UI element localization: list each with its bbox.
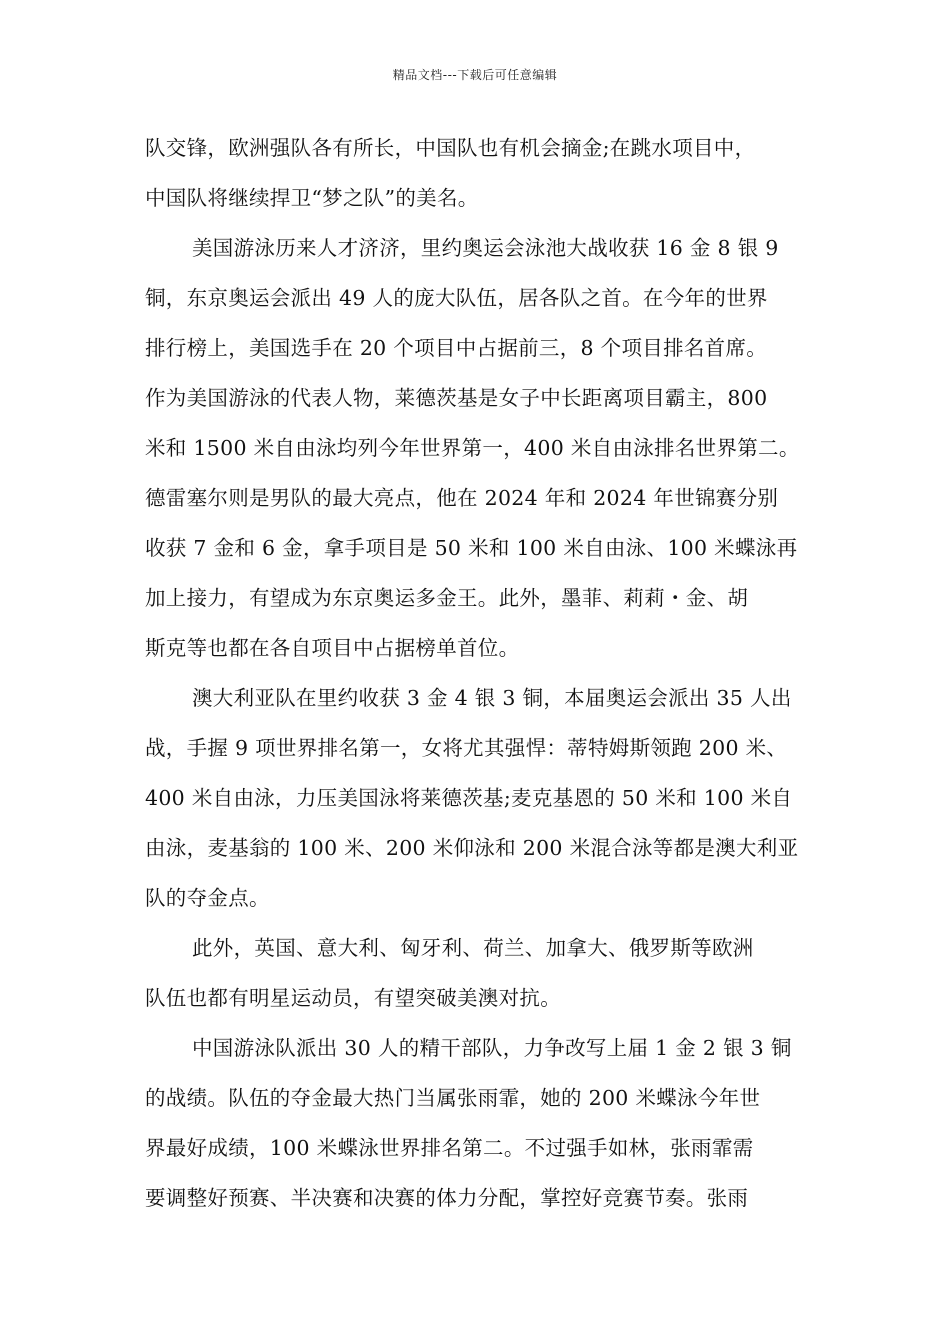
text-line: 德雷塞尔则是男队的最大亮点，他在 2024 年和 2024 年世锦赛分别	[145, 486, 779, 510]
text-line: 要调整好预赛、半决赛和决赛的体力分配，掌控好竞赛节奏。张雨	[145, 1186, 749, 1210]
page-header: 精品文档---下载后可任意编辑	[392, 68, 558, 82]
text-line: 的战绩。队伍的夺金最大热门当属张雨霏，她的 200 米蝶泳今年世	[145, 1086, 761, 1110]
text-line: 收获 7 金和 6 金，拿手项目是 50 米和 100 米自由泳、100 米蝶泳再	[145, 536, 798, 560]
text-line: 美国游泳历来人才济济，里约奥运会泳池大战收获 16 金 8 银 9	[192, 236, 779, 260]
text-line: 斯克等也都在各自项目中占据榜单首位。	[145, 636, 520, 660]
text-line: 澳大利亚队在里约收获 3 金 4 银 3 铜，本届奥运会派出 35 人出	[192, 686, 792, 710]
text-line: 队的夺金点。	[145, 886, 270, 910]
text-line: 排行榜上，美国选手在 20 个项目中占据前三，8 个项目排名首席。	[145, 336, 768, 360]
text-line: 由泳，麦基翁的 100 米、200 米仰泳和 200 米混合泳等都是澳大利亚	[145, 836, 799, 860]
text-line: 界最好成绩，100 米蝶泳世界排名第二。不过强手如林，张雨霏需	[145, 1136, 754, 1160]
text-line: 战，手握 9 项世界排名第一，女将尤其强悍：蒂特姆斯领跑 200 米、	[145, 736, 788, 760]
text-line: 队伍也都有明星运动员，有望突破美澳对抗。	[145, 986, 561, 1010]
text-line: 中国游泳队派出 30 人的精干部队，力争改写上届 1 金 2 银 3 铜	[192, 1036, 792, 1060]
text-line: 中国队将继续捍卫“梦之队”的美名。	[145, 186, 479, 210]
text-line: 队交锋，欧洲强队各有所长，中国队也有机会摘金;在跳水项目中，	[145, 136, 756, 160]
text-line: 米和 1500 米自由泳均列今年世界第一，400 米自由泳排名世界第二。	[145, 436, 800, 460]
text-line: 作为美国游泳的代表人物，莱德茨基是女子中长距离项目霸主，800	[145, 386, 768, 410]
text-line: 400 米自由泳，力压美国泳将莱德茨基;麦克基恩的 50 米和 100 米自	[145, 786, 793, 810]
text-line: 铜，东京奥运会派出 49 人的庞大队伍，居各队之首。在今年的世界	[145, 286, 768, 310]
text-line: 加上接力，有望成为东京奥运多金王。此外，墨菲、莉莉・金、胡	[145, 586, 749, 610]
document-body	[145, 131, 820, 1231]
text-line: 此外，英国、意大利、匈牙利、荷兰、加拿大、俄罗斯等欧洲	[192, 936, 754, 960]
